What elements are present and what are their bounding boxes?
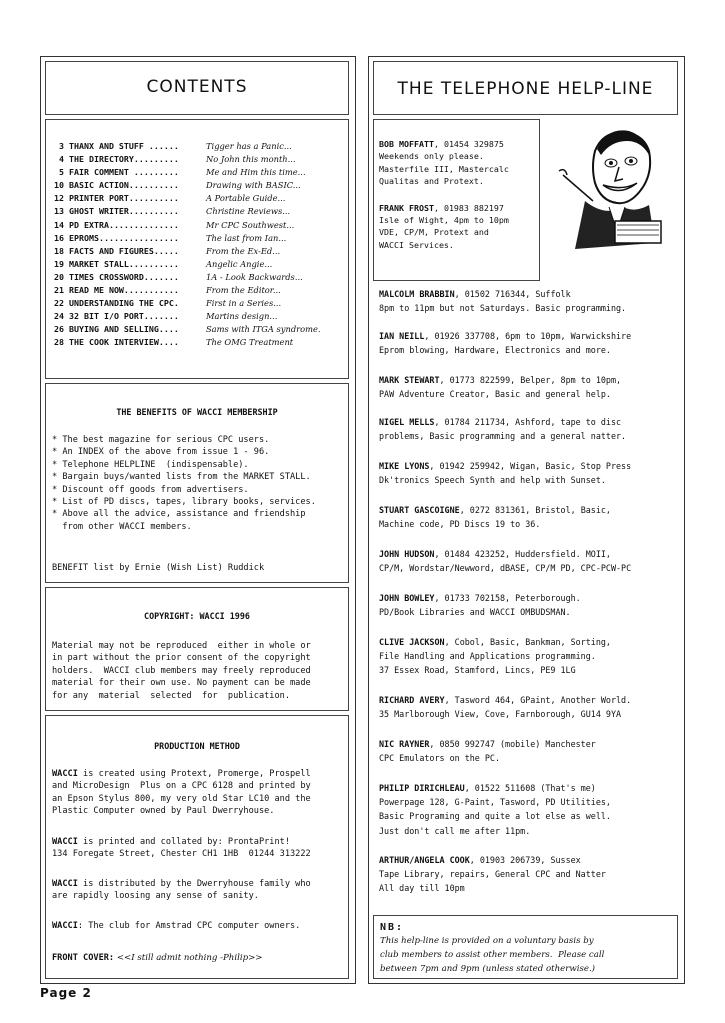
helpline-entry-name: JOHN BOWLEY [379,593,435,603]
helpline-entry-text: , 01484 423252, Huddersfield. MOII, CP/M, Wordstar/Newword, dBASE, CP/M PD, CPC-PCW-PC [379,549,632,574]
benefit-item: * Telephone HELPLINE (indispensable). [52,459,249,470]
contents-item-desc: Tigger has a Panic... [206,141,292,151]
contents-item-title: 22 UNDERSTANDING THE CPC. [54,298,179,309]
contents-list [54,140,346,350]
benefits-credit: BENEFIT list by Ernie (Wish List) Ruddick [52,563,265,573]
helpline-entry-name: PHILIP DIRICHLEAU [379,783,465,793]
contents-item-title: 28 THE COOK INTERVIEW.... [54,337,179,348]
contents-item-desc: The OMG Treatment [206,337,294,348]
helpline-entry [379,503,679,531]
contents-item-desc: Christine Reviews... [206,206,291,217]
contents-item-title: 19 MARKET STALL.......... [54,258,179,269]
contents-item [54,219,346,232]
contents-box [45,119,349,379]
helpline-entry-text: , 0850 992747 (mobile) Manchester CPC Emulators on the PC. [379,739,596,764]
helpline-entry [379,737,679,765]
contents-item-title: 16 EPROMS................ [54,232,179,243]
contents-item [54,297,346,310]
contents-item [54,153,346,166]
production-box [45,715,349,979]
helpline-entry [379,853,679,896]
contents-item [54,336,346,349]
helpline-entry-name: IAN NEILL [379,331,425,341]
contents-item-desc: Mr CPC Southwest... [206,219,295,230]
cartoon-face-icon [545,121,675,259]
contents-item [54,323,346,336]
contents-item-title: 5 FAIR COMMENT ......... [54,167,179,178]
helpline-entry [379,373,679,401]
contents-item [54,310,346,323]
helpline-entry-text: , 01926 337708, 6pm to 10pm, Warwickshire Eprom blowing, Hardware, Electronics and more. [379,331,632,356]
helpline-boxed-entries [373,119,540,281]
helpline-entry [379,415,679,443]
helpline-entry-text: , 01903 206739, Sussex Tape Library, repairs, General CPC and Natter All day till 10pm [379,855,606,894]
helpline-entry [379,591,679,619]
benefit-item: * Bargain buys/wanted lists from the MARKET STALL. [52,472,311,483]
helpline-entry [379,547,679,575]
helpline-entry [379,781,679,838]
contents-item [54,179,346,192]
benefits-list [52,434,348,533]
helpline-entry [379,287,679,315]
nb-title: NB: [380,922,405,933]
contents-item-desc: From the Editor... [206,285,281,296]
helpline-entry-text: , 01942 259942, Wigan, Basic, Stop Press Dk'tronics Speech Synth and help with Sunset. [379,461,632,486]
benefit-item: * List of PD discs, tapes, library books, services. [52,497,316,508]
benefits-title: THE BENEFITS OF WACCI MEMBERSHIP [116,407,278,417]
contents-item-desc: The last from Ian... [206,232,287,243]
helpline-entry-text: , 0272 831361, Bristol, Basic, Machine code, PD Discs 19 to 36. [379,505,611,530]
helpline-entry-text: , Cobol, Basic, Bankman, Sorting, File Handling and Applications programming. 37 Essex Road, Stamford, Lincs, PE9 1LG [379,637,611,676]
boxed-list [379,138,539,265]
production-p1: WACCI is created using Protext, Promerge, Prospell and MicroDesign Plus on a CPC 6128 and printed by an Epson Stylus 800, my very old Star LC10 and the Plastic Computer owned by Paul Dwerryhouse. [52,769,311,817]
helpline-entry-name: STUART GASCOIGNE [379,505,460,515]
contents-item-title: 21 READ ME NOW........... [54,285,179,296]
helpline-title: THE TELEPHONE HELP-LINE [397,79,654,99]
copyright-text: Material may not be reproduced either in whole or in part without the prior consent of the copyright holders. WACCI club members may freely reproduced material for their own use. No payment can be made for any material selected for publication. [52,641,311,701]
contents-item-desc: A Portable Guide... [206,193,286,204]
contents-item-title: 10 BASIC ACTION.......... [54,180,179,191]
benefit-item: * Above all the advice, assistance and friendship [52,509,306,520]
nb-box [373,915,678,979]
helpline-entry-name: ARTHUR/ANGELA COOK [379,855,470,865]
contents-item-desc: Drawing with BASIC... [206,180,301,191]
production-p3: WACCI is distributed by the Dwerryhouse family who are rapidly loosing any sense of sanity. [52,879,311,902]
helpline-header-box [373,61,678,115]
copyright-box [45,587,349,711]
contents-item-desc: Martins design... [206,311,278,322]
contents-item [54,271,346,284]
helpline-entry-name: JOHN HUDSON [379,549,435,559]
contents-item-title: 14 PD EXTRA.............. [54,219,179,230]
left-column [40,56,356,984]
nb-text: This help-line is provided on a voluntary basis by club members to assist other members. Please call between 7pm and 9pm (unless stated otherwise.) [380,936,605,974]
helpline-entry-text: , 01502 716344, Suffolk 8pm to 11pm but not Saturdays. Basic programming. [379,289,627,314]
contents-item-desc: Me and Him this time... [206,167,306,178]
contents-item-title: 18 FACTS AND FIGURES..... [54,245,179,256]
helpline-entry [379,138,539,188]
helpline-entry-name: NIGEL MELLS [379,417,435,427]
helpline-entry [379,459,679,487]
cartoon-illustration [545,121,675,259]
helpline-entry-text: , 01522 511608 (That's me) Powerpage 128, G-Paint, Tasword, PD Utilities, Basic Programing and quite a lot else as well. Just don't call me after 11pm. [379,783,611,836]
helpline-entry-name: MARK STEWART [379,375,440,385]
contents-item-title: 13 GHOST WRITER.......... [54,206,179,217]
benefits-box [45,383,349,583]
helpline-entry-text: , 01983 882197 Isle of Wight, 4pm to 10pm VDE, CP/M, Protext and WACCI Services. [379,202,509,250]
contents-item-desc: 1A - Look Backwards... [206,271,303,282]
contents-item-title: 20 TIMES CROSSWORD....... [54,271,179,282]
copyright-title: COPYRIGHT: WACCI 1996 [144,611,250,621]
helpline-entry-name: RICHARD AVERY [379,695,445,705]
helpline-entry-name: NIC RAYNER [379,739,430,749]
benefit-item: from other WACCI members. [52,521,192,532]
helpline-entry-text: , 01773 822599, Belper, 8pm to 10pm, PAW Adventure Creator, Basic and general help. [379,375,622,400]
benefit-item: * The best magazine for serious CPC users. [52,435,270,445]
contents-item-desc: Angelic Angie... [206,258,273,269]
contents-item [54,205,346,218]
contents-item-title: 3 THANX AND STUFF ...... [54,141,179,151]
helpline-entry-name: FRANK FROST [379,202,434,213]
contents-item-title: 26 BUYING AND SELLING.... [54,324,179,335]
helpline-entry [379,635,679,678]
helpline-entry [379,202,539,252]
contents-item [54,192,346,205]
front-cover-note: FRONT COVER: <<I still admit nothing -Philip>> [52,953,263,963]
benefit-item: * Discount off goods from advertisers. [52,484,249,495]
contents-title: CONTENTS [146,77,248,97]
helpline-entry-text: , 01454 329875 Weekends only please. Masterfile III, Mastercalc Qualitas and Protext. [379,139,509,187]
contents-item-desc: No John this month... [206,154,296,165]
contents-item [54,245,346,258]
right-column [368,56,685,984]
contents-item-desc: First in a Series... [206,298,282,309]
benefit-item: * An INDEX of the above from issue 1 - 96. [52,447,270,458]
contents-item [54,140,346,153]
helpline-entry-name: MALCOLM BRABBIN [379,289,455,299]
helpline-entry-name: MIKE LYONS [379,461,430,471]
contents-item-title: 4 THE DIRECTORY......... [54,154,179,165]
contents-item [54,258,346,271]
helpline-entry-name: CLIVE JACKSON [379,637,445,647]
contents-item-desc: Sams with ITGA syndrome. [206,324,321,335]
helpline-entry-text: , 01733 702158, Peterborough. PD/Book Libraries and WACCI OMBUDSMAN. [379,593,581,618]
production-p2: WACCI is printed and collated by: ProntaPrint! 134 Foregate Street, Chester CH1 1HB 01244 313222 [52,837,311,860]
helpline-entry [379,693,679,721]
contents-item [54,166,346,179]
page-number: Page 2 [40,986,92,1000]
contents-item-desc: From the Ex-Ed... [206,245,281,256]
helpline-entry-name: BOB MOFFATT [379,139,434,149]
contents-item [54,232,346,245]
production-p4: WACCI: The club for Amstrad CPC computer owners. [52,921,301,931]
helpline-entry-text: , 01784 211734, Ashford, tape to disc problems, Basic programming and a general natter. [379,417,627,442]
helpline-entry [379,329,679,357]
contents-item-title: 12 PRINTER PORT.......... [54,193,179,204]
contents-item [54,284,346,297]
production-title: PRODUCTION METHOD [154,741,240,751]
contents-item-title: 24 32 BIT I/O PORT....... [54,311,179,322]
helpline-entry-text: , Tasword 464, GPaint, Another World. 35 Marlborough View, Cove, Farnborough, GU14 9YA [379,695,632,720]
contents-header-box [45,61,349,115]
